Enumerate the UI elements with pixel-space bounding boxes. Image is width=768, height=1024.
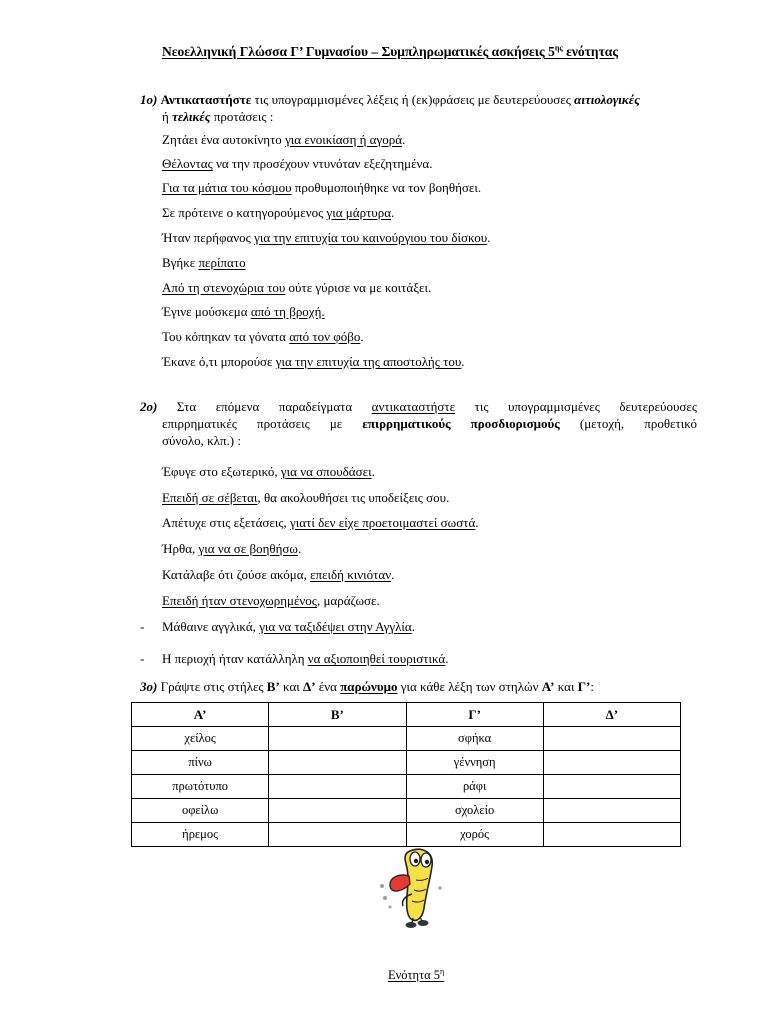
table-row bbox=[132, 775, 681, 799]
sentence-text: Μάθαινε αγγλικά, bbox=[162, 619, 260, 634]
underlined-phrase: για την επιτυχία του καινούργιου του δίσκου bbox=[254, 230, 488, 245]
exercise1-type-causal: αιτιολογικές bbox=[574, 92, 640, 107]
sentence-text: Ήρθα, bbox=[162, 541, 199, 556]
sentence-text: Έφυγε στο εξωτερικό, bbox=[162, 464, 281, 479]
exercise2-instruction-line3 bbox=[162, 433, 241, 449]
exercise2-verb: αντικαταστήστε bbox=[371, 399, 456, 414]
exercise1-sentence-3 bbox=[162, 180, 481, 196]
table-cell-answer-blank bbox=[543, 775, 680, 799]
underlined-phrase: να αξιοποιηθεί τουριστικά bbox=[307, 651, 446, 666]
table-row bbox=[132, 823, 681, 847]
underlined-phrase: γιατί δεν είχε προετοιμαστεί σωστά bbox=[290, 515, 476, 530]
exercise1-instruction-line2 bbox=[162, 109, 273, 125]
exercise2-instruction-text: (μετοχή, προθετικό bbox=[559, 416, 697, 431]
underlined-phrase: από τον φόβο bbox=[289, 329, 361, 344]
exercise1-verb: Αντικαταστήστε bbox=[160, 92, 252, 107]
exercise2-instruction-text: τις υπογραμμισμένες δευτερεύουσες bbox=[455, 399, 697, 414]
sentence-text: προθυμοποιήθηκε να τον βοηθήσει. bbox=[291, 180, 482, 195]
exercise3-instruction bbox=[140, 679, 594, 695]
underlined-phrase: Από τη στενοχώρια του bbox=[162, 280, 286, 295]
underlined-phrase: περίπατο bbox=[198, 255, 246, 270]
column-ref-c: Γ’ bbox=[577, 679, 591, 694]
table-cell-given-word: γέννηση bbox=[406, 751, 543, 775]
exercise2-number: 2ο) bbox=[140, 399, 158, 414]
exercise3-instruction-text: ένα bbox=[315, 679, 341, 694]
exercise2-sentence-7 bbox=[162, 619, 415, 635]
underlined-phrase: για να ταξιδέψει στην Αγγλία bbox=[259, 619, 412, 634]
exercise3-number: 3ο) bbox=[140, 679, 158, 694]
exercise1-instruction-text: τις υπογραμμισμένες λέξεις ή (εκ)φράσεις με δευτερεύουσες bbox=[251, 92, 575, 107]
table-cell-given-word: χορός bbox=[406, 823, 543, 847]
column-header-b: Β’ bbox=[269, 703, 406, 727]
table-cell-given-word: πίνω bbox=[132, 751, 269, 775]
exercise2-sentence-2 bbox=[162, 490, 449, 506]
column-header-c: Γ’ bbox=[406, 703, 543, 727]
column-ref-a: Α’ bbox=[541, 679, 555, 694]
column-header-a: Α’ bbox=[132, 703, 269, 727]
exercise2-sentence-7-bullet: - bbox=[140, 619, 145, 634]
footer-text: Ενότητα 5 bbox=[388, 968, 441, 982]
table-cell-given-word: ράφι bbox=[406, 775, 543, 799]
exercise2-sentence-1 bbox=[162, 464, 375, 480]
underlined-phrase: επειδή κινιόταν bbox=[310, 567, 392, 582]
exercise2-sentence-5 bbox=[162, 567, 394, 583]
underlined-phrase: για μάρτυρα bbox=[326, 205, 392, 220]
table-cell-given-word: ήρεμος bbox=[132, 823, 269, 847]
column-ref-d: Δ’ bbox=[303, 679, 316, 694]
sentence-text: Η περιοχή ήταν κατάλληλη bbox=[162, 651, 308, 666]
underlined-phrase: Επειδή σε σέβεται bbox=[162, 490, 258, 505]
exercise3-instruction-text: και bbox=[554, 679, 578, 694]
underlined-phrase: για την επιτυχία της αποστολής του bbox=[275, 354, 462, 369]
exercise1-sentence-2 bbox=[162, 156, 432, 172]
exercise3-instruction-text: Γράψτε στις στήλες bbox=[160, 679, 267, 694]
underlined-phrase: από τη βροχή. bbox=[250, 304, 325, 319]
exercise1-sentence-4 bbox=[162, 205, 394, 221]
sentence-text: . bbox=[391, 567, 395, 582]
paronyms-table bbox=[131, 702, 681, 847]
sentence-text: . bbox=[445, 651, 449, 666]
exercise1-sentence-8 bbox=[162, 304, 325, 320]
exercise1-instruction-end: προτάσεις : bbox=[210, 109, 274, 124]
sentence-text: . bbox=[391, 205, 395, 220]
column-header-d: Δ’ bbox=[543, 703, 680, 727]
page-title-text: Νεοελληνική Γλώσσα Γ’ Γυμνασίου – Συμπληρωματικές ασκήσεις 5 bbox=[162, 44, 555, 59]
sentence-text: Βγήκε bbox=[162, 255, 199, 270]
exercise2-sentence-8-bullet: - bbox=[140, 651, 145, 666]
page-title-ordinal: ης bbox=[554, 43, 563, 53]
sentence-text: Σε πρότεινε ο κατηγορούμενος bbox=[162, 205, 327, 220]
exercise3-instruction-text: για κάθε λέξη των στηλών bbox=[397, 679, 542, 694]
exercise3-instruction-text: : bbox=[590, 679, 594, 694]
table-cell-answer-blank bbox=[269, 823, 406, 847]
footer-ordinal: η bbox=[440, 966, 445, 976]
exercise2-key-term: επιρρηματικούς προσδιορισμούς bbox=[362, 416, 560, 431]
exercise1-type-final: τελικές bbox=[172, 109, 211, 124]
table-cell-answer-blank bbox=[543, 727, 680, 751]
sentence-text: , μαράζωσε. bbox=[316, 593, 380, 608]
table-row bbox=[132, 727, 681, 751]
sentence-text: . bbox=[360, 329, 364, 344]
table-cell-answer-blank bbox=[269, 751, 406, 775]
sentence-text: . bbox=[475, 515, 479, 530]
exercise1-sentence-10 bbox=[162, 354, 465, 370]
sentence-text: . bbox=[461, 354, 465, 369]
sentence-text: ούτε γύρισε να με κοιτάξει. bbox=[285, 280, 432, 295]
underlined-phrase: Επειδή ήταν στενοχωρημένος bbox=[162, 593, 317, 608]
table-cell-answer-blank bbox=[269, 727, 406, 751]
exercise2-instruction-text: σύνολο, κλπ.) : bbox=[162, 433, 241, 448]
exercise3-instruction-text: και bbox=[279, 679, 304, 694]
underlined-phrase: Θέλοντας bbox=[162, 156, 213, 171]
sentence-text: . bbox=[298, 541, 302, 556]
table-cell-answer-blank bbox=[269, 799, 406, 823]
column-ref-b: Β’ bbox=[266, 679, 280, 694]
sentence-text: Έκανε ό,τι μπορούσε bbox=[162, 354, 276, 369]
table-cell-given-word: χείλος bbox=[132, 727, 269, 751]
exercise2-instruction-text: επιρρηματικές προτάσεις με bbox=[162, 416, 363, 431]
exercise1-instruction-line1 bbox=[140, 92, 640, 108]
table-header-row bbox=[132, 703, 681, 727]
sentence-text: . bbox=[411, 619, 415, 634]
table-cell-answer-blank bbox=[543, 799, 680, 823]
exercise2-instruction-line1 bbox=[140, 399, 697, 415]
table-cell-given-word: πρωτότυπο bbox=[132, 775, 269, 799]
table-row bbox=[132, 751, 681, 775]
sentence-text: Κατάλαβε ότι ζούσε ακόμα, bbox=[162, 567, 311, 582]
underlined-phrase: για να σπουδάσει bbox=[280, 464, 372, 479]
page-title-end: ενότητας bbox=[562, 44, 619, 59]
underlined-phrase: για ενοικίαση ή αγορά bbox=[285, 132, 403, 147]
sentence-text: Του κόπηκαν τα γόνατα bbox=[162, 329, 290, 344]
exercise2-sentence-8 bbox=[162, 651, 448, 667]
exercise1-or: ή bbox=[162, 109, 173, 124]
sentence-text: Απέτυχε στις εξετάσεις, bbox=[162, 515, 291, 530]
table-cell-given-word: σφήκα bbox=[406, 727, 543, 751]
table-cell-given-word: οφείλω bbox=[132, 799, 269, 823]
exercise2-sentence-3 bbox=[162, 515, 479, 531]
exercise2-instruction-text: Στα επόμενα παραδείγματα bbox=[176, 399, 372, 414]
footer-unit-label bbox=[388, 967, 444, 983]
table-cell-given-word: σχολείο bbox=[406, 799, 543, 823]
worm-cartoon-icon bbox=[376, 846, 446, 934]
sentence-text: Ήταν περήφανος bbox=[162, 230, 255, 245]
exercise2-sentence-6 bbox=[162, 593, 380, 609]
page-title bbox=[162, 44, 618, 60]
sentence-text: . bbox=[371, 464, 375, 479]
underlined-phrase: για να σε βοηθήσω bbox=[198, 541, 298, 556]
exercise1-sentence-6 bbox=[162, 255, 246, 271]
sentence-text: . bbox=[487, 230, 491, 245]
table-row bbox=[132, 799, 681, 823]
sentence-text: Ζητάει ένα αυτοκίνητο bbox=[162, 132, 286, 147]
exercise1-sentence-7 bbox=[162, 280, 431, 296]
sentence-text: Έγινε μούσκεμα bbox=[162, 304, 251, 319]
sentence-text: . bbox=[402, 132, 406, 147]
exercise1-number: 1ο) bbox=[140, 92, 158, 107]
sentence-text: , θα ακολουθήσει τις υποδείξεις σου. bbox=[257, 490, 450, 505]
exercise2-instruction-line2 bbox=[162, 416, 697, 432]
exercise1-sentence-9 bbox=[162, 329, 364, 345]
exercise3-key-term: παρώνυμο bbox=[340, 679, 398, 694]
sentence-text: να την προσέχουν ντυνόταν εξεζητημένα. bbox=[212, 156, 433, 171]
table-cell-answer-blank bbox=[543, 751, 680, 775]
underlined-phrase: Για τα μάτια του κόσμου bbox=[162, 180, 292, 195]
exercise1-sentence-1 bbox=[162, 132, 405, 148]
table-cell-answer-blank bbox=[269, 775, 406, 799]
exercise1-sentence-5 bbox=[162, 230, 490, 246]
exercise2-sentence-4 bbox=[162, 541, 301, 557]
table-cell-answer-blank bbox=[543, 823, 680, 847]
